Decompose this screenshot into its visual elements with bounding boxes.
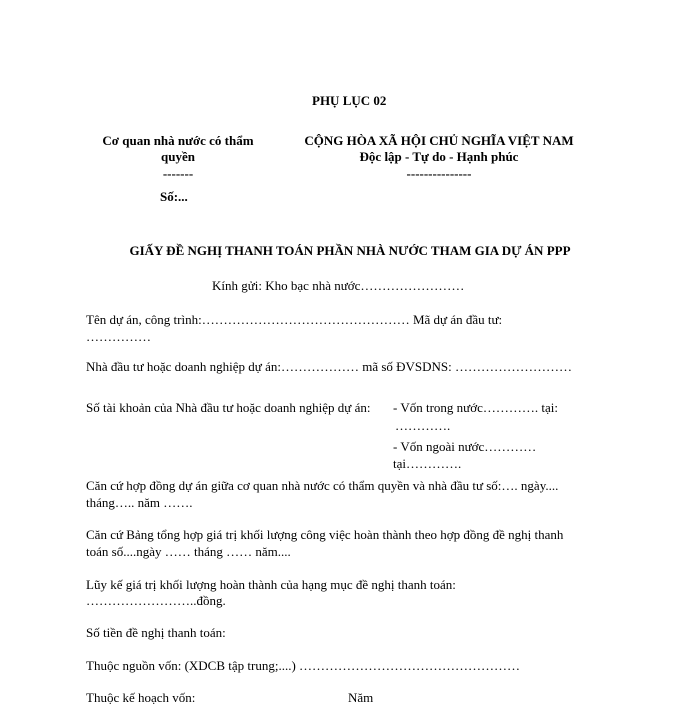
cumulative-value-line-continued: ……………………..đồng. [86, 593, 226, 608]
agency-divider: ------- [162, 166, 194, 181]
account-label: Số tài khoản của Nhà đầu tư hoặc doanh nghiệp dự án: [86, 400, 371, 415]
agency-name-line2: quyền [161, 149, 195, 164]
capital-plan-label: Thuộc kế hoạch vốn: [86, 690, 196, 705]
capital-plan-year: Năm [348, 690, 374, 705]
domestic-capital-line: - Vốn trong nước…………. tại: [393, 400, 558, 415]
document-title: GIẤY ĐỀ NGHỊ THANH TOÁN PHẦN NHÀ NƯỚC THAM GIA DỰ ÁN PPP [129, 243, 571, 258]
foreign-capital-line: - Vốn ngoài nước………… [393, 439, 537, 454]
capital-source-line: Thuộc nguồn vốn: (XDCB tập trung;....) …………………………………………… [86, 658, 521, 673]
contract-basis-line-continued: tháng….. năm ……. [86, 495, 193, 510]
national-motto: Độc lập - Tự do - Hạnh phúc [359, 149, 519, 164]
domestic-capital-line-continued: …………. [395, 418, 451, 433]
summary-basis-line: Căn cứ Bảng tổng hợp giá trị khối lượng công việc hoàn thành theo hợp đồng đề nghị thanh [86, 527, 564, 542]
amount-requested-line: Số tiền đề nghị thanh toán: [86, 625, 226, 640]
cumulative-value-line: Lũy kế giá trị khối lượng hoàn thành của hạng mục đề nghị thanh toán: [86, 577, 456, 592]
project-name-line-continued: …………… [86, 329, 151, 344]
national-divider: --------------- [406, 166, 472, 181]
project-name-line: Tên dự án, công trình:………………………………………… Mã dự án đầu tư: [86, 312, 503, 327]
addressee-line: Kính gửi: Kho bạc nhà nước…………………… [212, 278, 465, 293]
investor-line: Nhà đầu tư hoặc doanh nghiệp dự án:……………… mã số ĐVSDNS: ……………………… [86, 359, 573, 374]
agency-name-line1: Cơ quan nhà nước có thẩm [102, 133, 254, 148]
appendix-title: PHỤ LỤC 02 [312, 93, 387, 108]
national-title: CỘNG HÒA XÃ HỘI CHỦ NGHĨA VIỆT NAM [304, 133, 574, 148]
document-number: Số:... [160, 189, 188, 204]
foreign-capital-line-continued: tại…………. [393, 456, 462, 471]
contract-basis-line: Căn cứ hợp đồng dự án giữa cơ quan nhà nước có thẩm quyền và nhà đầu tư số:…. ngày.... [86, 478, 559, 493]
summary-basis-line-continued: toán số....ngày …… tháng …… năm.... [86, 544, 291, 559]
